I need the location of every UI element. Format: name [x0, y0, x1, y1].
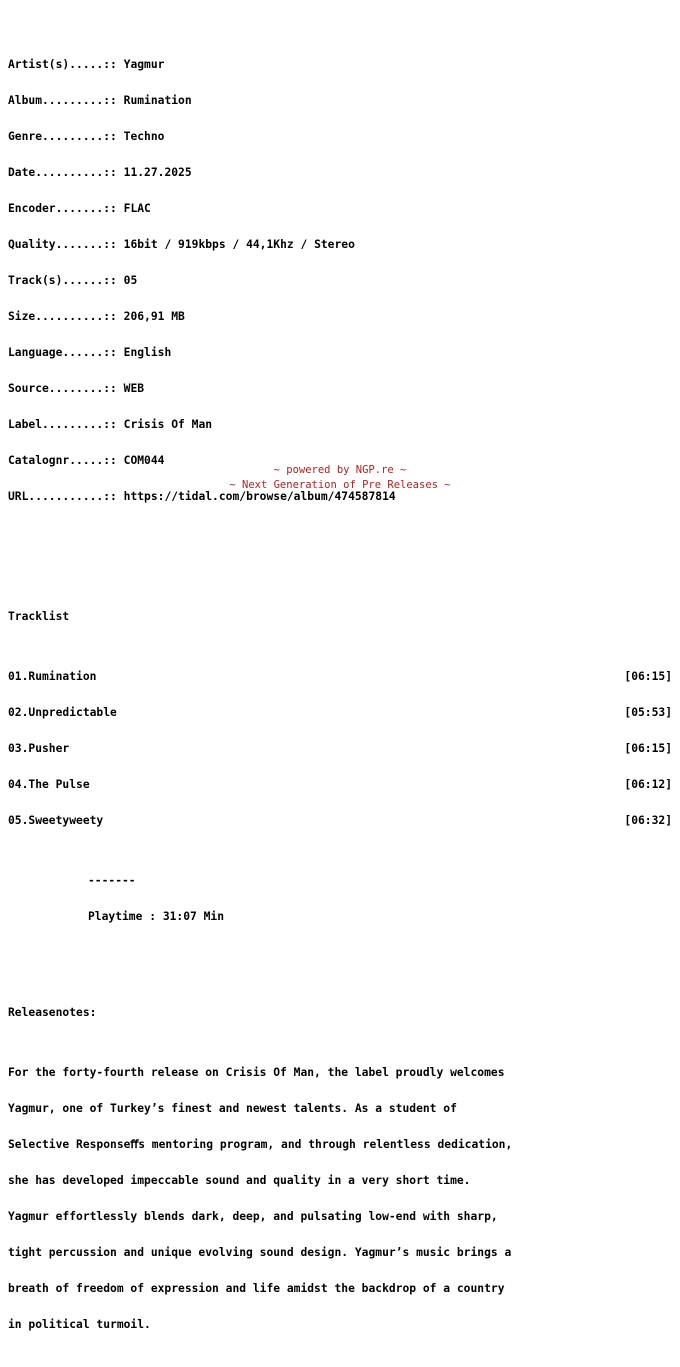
- tracklist-heading: Tracklist: [8, 610, 70, 623]
- info-label: Date..........::: [8, 166, 117, 179]
- info-row-genre: [8, 131, 672, 143]
- spacer: [8, 563, 672, 575]
- releasenotes-line: For the forty-fourth release on Crisis Of Man, the label proudly welcomes: [8, 1066, 505, 1079]
- track-title: 02.Unpredictable: [8, 706, 117, 719]
- info-row-album: [8, 95, 672, 107]
- track-row: [8, 707, 672, 719]
- track-duration: [06:15]: [624, 670, 672, 683]
- releasenotes-line: Yagmur, one of Turkey’s finest and newest talents. As a student of: [8, 1102, 457, 1115]
- info-label: Album.........::: [8, 94, 117, 107]
- info-label: Size..........::: [8, 310, 117, 323]
- info-value: 206,91 MB: [123, 310, 185, 323]
- info-value: 11.27.2025: [123, 166, 192, 179]
- track-duration: [06:15]: [624, 742, 672, 755]
- track-duration: [06:32]: [624, 814, 672, 827]
- footer-powered-by: ~ powered by NGP.re ~: [273, 464, 407, 476]
- info-row-url: [8, 491, 672, 503]
- info-row-size: [8, 311, 672, 323]
- info-label: Language......::: [8, 346, 117, 359]
- releasenotes-line: Yagmur effortlessly blends dark, deep, and pulsating low-end with sharp,: [8, 1210, 498, 1223]
- info-row-quality: [8, 239, 672, 251]
- info-value: Crisis Of Man: [123, 418, 213, 431]
- track-row: [8, 779, 672, 791]
- info-label: Genre.........::: [8, 130, 117, 143]
- track-row: [8, 671, 672, 683]
- info-value: WEB: [123, 382, 145, 395]
- track-duration: [06:12]: [624, 778, 672, 791]
- info-value: 05: [123, 274, 138, 287]
- info-value: Rumination: [123, 94, 192, 107]
- releasenotes-line: tight percussion and unique evolving sound design. Yagmur’s music brings a: [8, 1246, 512, 1259]
- track-title: 03.Pusher: [8, 742, 70, 755]
- info-value: Yagmur: [123, 58, 165, 71]
- track-title: 05.Sweetyweety: [8, 814, 104, 827]
- info-value: COM044: [123, 454, 165, 467]
- track-duration: [05:53]: [624, 706, 672, 719]
- info-label: Label.........::: [8, 418, 117, 431]
- footer-tagline: ~ Next Generation of Pre Releases ~: [229, 479, 451, 491]
- info-row-language: [8, 347, 672, 359]
- info-label: Catalognr.....::: [8, 454, 117, 467]
- track-title: 01.Rumination: [8, 670, 97, 683]
- info-row-label: [8, 419, 672, 431]
- releasenotes-heading: Releasenotes:: [8, 1006, 97, 1019]
- track-title: 04.The Pulse: [8, 778, 90, 791]
- track-row: [8, 743, 672, 755]
- releasenotes-line: Selective Responseﬀs mentoring program, and through relentless dedication,: [8, 1138, 513, 1151]
- info-row-artist: [8, 59, 672, 71]
- info-label: Track(s)......::: [8, 274, 117, 287]
- info-label: Source........::: [8, 382, 117, 395]
- releasenotes-line: breath of freedom of expression and life amidst the backdrop of a country: [8, 1282, 505, 1295]
- info-row-date: [8, 167, 672, 179]
- releasenotes: [8, 1043, 672, 1355]
- playtime: Playtime : 31:07 Min: [88, 910, 225, 923]
- info-label: Artist(s).....::: [8, 58, 117, 71]
- info-value: FLAC: [123, 202, 151, 215]
- info-value: 16bit / 919kbps / 44,1Khz / Stereo: [123, 238, 355, 251]
- releasenotes-line: she has developed impeccable sound and quality in a very short time.: [8, 1174, 471, 1187]
- info-label: URL...........::: [8, 490, 117, 503]
- playtime-rule: -------: [88, 874, 136, 887]
- tracklist: [8, 647, 672, 851]
- info-label: Encoder.......::: [8, 202, 117, 215]
- info-value: Techno: [123, 130, 165, 143]
- info-block: [8, 35, 672, 527]
- spacer: [8, 959, 672, 971]
- info-row-tracks: [8, 275, 672, 287]
- info-value: https://tidal.com/browse/album/474587814: [123, 490, 396, 503]
- nfo-document: [8, 11, 672, 1367]
- releasenotes-line: in political turmoil.: [8, 1318, 151, 1331]
- track-row: [8, 815, 672, 827]
- info-value: English: [123, 346, 172, 359]
- info-label: Quality.......::: [8, 238, 117, 251]
- info-row-encoder: [8, 203, 672, 215]
- info-row-source: [8, 383, 672, 395]
